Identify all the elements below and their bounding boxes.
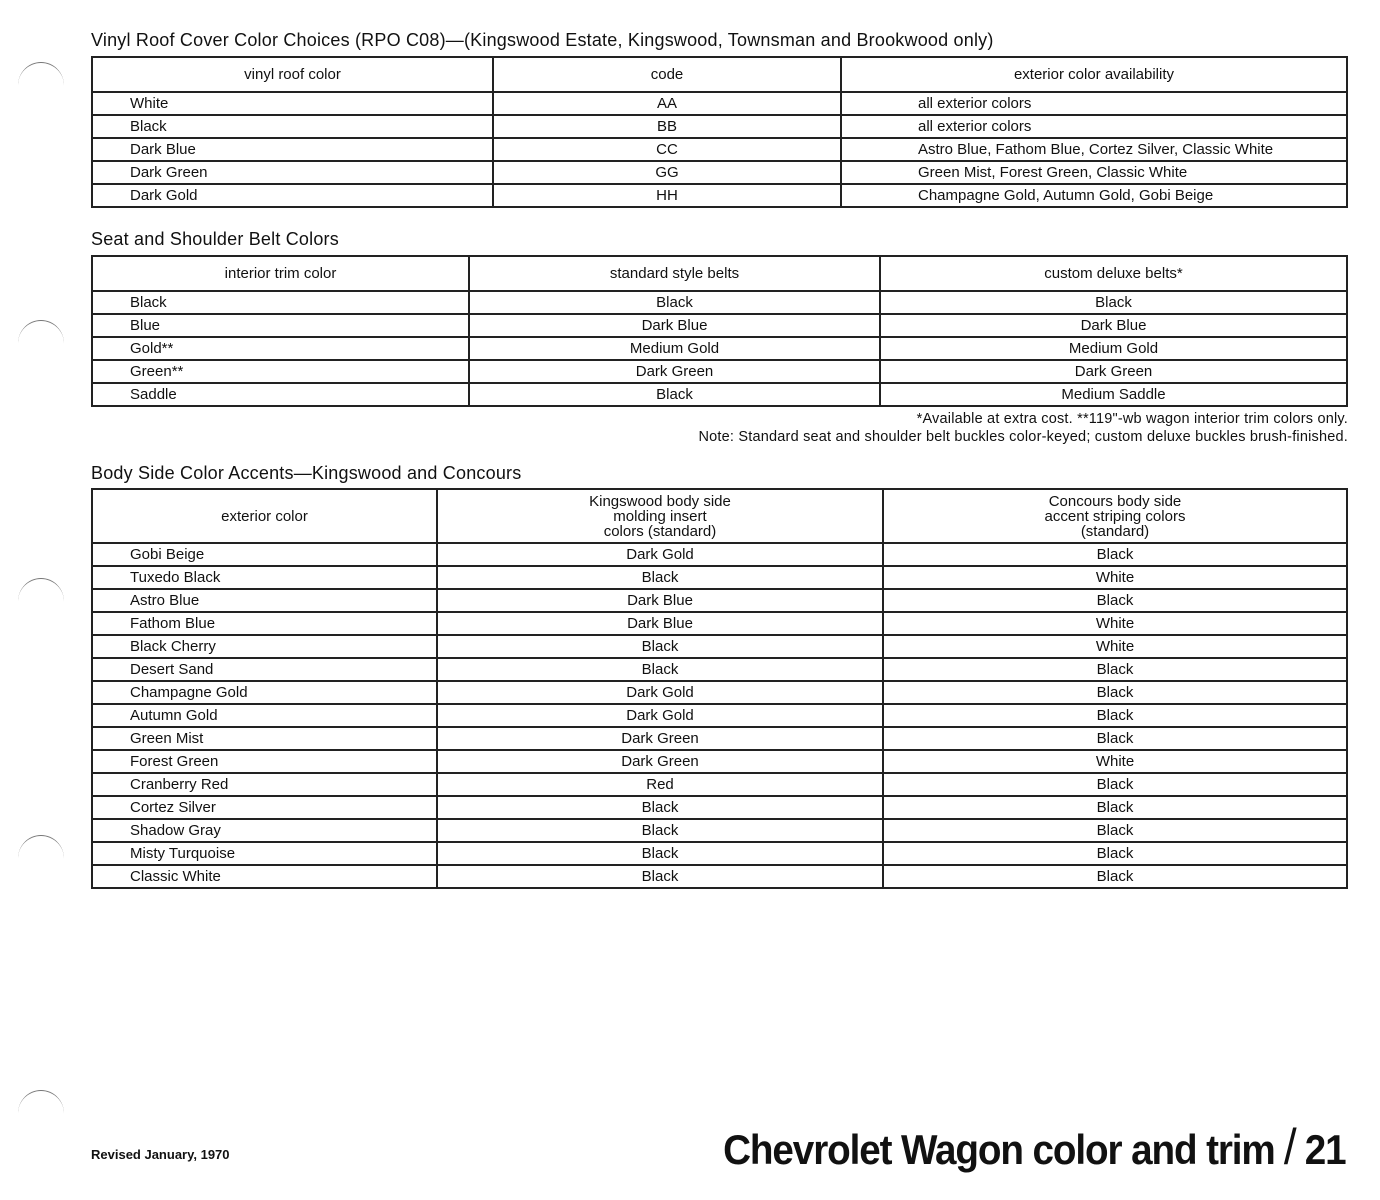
table-cell: Green** bbox=[92, 360, 469, 383]
table-cell: Medium Gold bbox=[469, 337, 880, 360]
table-row bbox=[92, 865, 1347, 888]
table-cell: Dark Green bbox=[437, 750, 883, 773]
table-cell: Desert Sand bbox=[92, 658, 437, 681]
table-cell: Autumn Gold bbox=[92, 704, 437, 727]
table-cell: Black bbox=[883, 842, 1347, 865]
table-cell: Dark Blue bbox=[469, 314, 880, 337]
table-cell: Cortez Silver bbox=[92, 796, 437, 819]
header-code: code bbox=[493, 57, 841, 92]
table-cell: Dark Gold bbox=[437, 704, 883, 727]
binder-hole bbox=[18, 1090, 64, 1137]
header-custom-deluxe-belts: custom deluxe belts* bbox=[880, 256, 1347, 291]
table-cell: Classic White bbox=[92, 865, 437, 888]
belt-colors-title: Seat and Shoulder Belt Colors bbox=[91, 229, 339, 249]
table-cell: White bbox=[883, 750, 1347, 773]
table-cell: Dark Green bbox=[880, 360, 1347, 383]
table-cell: Black bbox=[469, 291, 880, 314]
table-cell: Black bbox=[883, 727, 1347, 750]
table-cell: Black Cherry bbox=[92, 635, 437, 658]
table-cell: Black bbox=[437, 566, 883, 589]
table-cell: Shadow Gray bbox=[92, 819, 437, 842]
table-row bbox=[92, 360, 1347, 383]
table-cell: Medium Gold bbox=[880, 337, 1347, 360]
table-cell: White bbox=[92, 92, 493, 115]
table-cell: Black bbox=[469, 383, 880, 406]
table-row bbox=[92, 138, 1347, 161]
table-cell: Fathom Blue bbox=[92, 612, 437, 635]
table-row bbox=[92, 184, 1347, 207]
table-cell: Black bbox=[883, 589, 1347, 612]
table-row bbox=[92, 161, 1347, 184]
table-cell: Black bbox=[437, 819, 883, 842]
table-row bbox=[92, 566, 1347, 589]
table-row bbox=[92, 612, 1347, 635]
binder-hole bbox=[18, 62, 64, 109]
table-cell: Dark Green bbox=[92, 161, 493, 184]
table-cell: Gold** bbox=[92, 337, 469, 360]
belt-colors-table bbox=[91, 255, 1348, 407]
table-cell: Green Mist bbox=[92, 727, 437, 750]
table-cell: Champagne Gold, Autumn Gold, Gobi Beige bbox=[841, 184, 1347, 207]
table-row bbox=[92, 115, 1347, 138]
table-cell: Black bbox=[883, 658, 1347, 681]
page-title-slash: / bbox=[1284, 1119, 1297, 1175]
vinyl-roof-title: Vinyl Roof Cover Color Choices (RPO C08)—(Kingswood Estate, Kingswood, Townsman and Brookwood only) bbox=[91, 30, 994, 50]
table-cell: Black bbox=[92, 115, 493, 138]
table-row bbox=[92, 383, 1347, 406]
table-cell: White bbox=[883, 566, 1347, 589]
table-cell: AA bbox=[493, 92, 841, 115]
table-cell: Black bbox=[883, 543, 1347, 566]
table-cell: all exterior colors bbox=[841, 115, 1347, 138]
table-cell: Blue bbox=[92, 314, 469, 337]
table-row bbox=[92, 842, 1347, 865]
binder-hole bbox=[18, 320, 64, 367]
table-cell: Dark Blue bbox=[437, 589, 883, 612]
table-cell: Black bbox=[883, 819, 1347, 842]
table-row bbox=[92, 589, 1347, 612]
table-row bbox=[92, 796, 1347, 819]
table-cell: HH bbox=[493, 184, 841, 207]
belt-buckle-note: Note: Standard seat and shoulder belt buckles color-keyed; custom deluxe buckles brush-finished. bbox=[698, 429, 1348, 445]
vinyl-roof-table bbox=[91, 56, 1348, 208]
table-cell: CC bbox=[493, 138, 841, 161]
table-row bbox=[92, 543, 1347, 566]
body-side-accents-title: Body Side Color Accents—Kingswood and Concours bbox=[91, 463, 522, 483]
table-cell: Astro Blue, Fathom Blue, Cortez Silver, Classic White bbox=[841, 138, 1347, 161]
table-row bbox=[92, 727, 1347, 750]
table-row bbox=[92, 291, 1347, 314]
header-standard-belts: standard style belts bbox=[469, 256, 880, 291]
table-row bbox=[92, 635, 1347, 658]
body-side-accents-table bbox=[91, 488, 1348, 889]
header-exterior-color: exterior color bbox=[92, 489, 437, 543]
table-row bbox=[92, 773, 1347, 796]
table-cell: all exterior colors bbox=[841, 92, 1347, 115]
table-row bbox=[92, 658, 1347, 681]
table-cell: BB bbox=[493, 115, 841, 138]
table-row bbox=[92, 92, 1347, 115]
table-cell: Black bbox=[92, 291, 469, 314]
table-cell: Medium Saddle bbox=[880, 383, 1347, 406]
table-cell: Black bbox=[883, 796, 1347, 819]
table-cell: Misty Turquoise bbox=[92, 842, 437, 865]
table-cell: Dark Green bbox=[437, 727, 883, 750]
table-row bbox=[92, 314, 1347, 337]
binder-hole bbox=[18, 835, 64, 882]
header-concours-striping: Concours body side accent striping colors (standard) bbox=[883, 489, 1347, 543]
table-cell: Black bbox=[437, 635, 883, 658]
table-row bbox=[92, 704, 1347, 727]
table-cell: Dark Gold bbox=[437, 543, 883, 566]
table-cell: White bbox=[883, 612, 1347, 635]
table-cell: Black bbox=[880, 291, 1347, 314]
belt-footnote: *Available at extra cost. **119"-wb wagon interior trim colors only. bbox=[916, 411, 1348, 427]
table-cell: Forest Green bbox=[92, 750, 437, 773]
page-number: 21 bbox=[1305, 1126, 1346, 1173]
header-kingswood-molding: Kingswood body side molding insert colors (standard) bbox=[437, 489, 883, 543]
table-cell: Black bbox=[883, 865, 1347, 888]
table-cell: GG bbox=[493, 161, 841, 184]
header-vinyl-roof-color: vinyl roof color bbox=[92, 57, 493, 92]
table-cell: Black bbox=[883, 681, 1347, 704]
table-cell: White bbox=[883, 635, 1347, 658]
table-cell: Black bbox=[883, 704, 1347, 727]
table-cell: Black bbox=[437, 842, 883, 865]
table-cell: Dark Gold bbox=[92, 184, 493, 207]
table-cell: Dark Blue bbox=[92, 138, 493, 161]
revised-date: Revised January, 1970 bbox=[91, 1147, 230, 1162]
table-cell: Dark Green bbox=[469, 360, 880, 383]
table-cell: Dark Gold bbox=[437, 681, 883, 704]
table-cell: Black bbox=[437, 658, 883, 681]
binder-hole bbox=[18, 578, 64, 625]
table-cell: Black bbox=[437, 865, 883, 888]
table-cell: Green Mist, Forest Green, Classic White bbox=[841, 161, 1347, 184]
table-row bbox=[92, 337, 1347, 360]
table-cell: Champagne Gold bbox=[92, 681, 437, 704]
table-cell: Astro Blue bbox=[92, 589, 437, 612]
header-exterior-availability: exterior color availability bbox=[841, 57, 1347, 92]
table-row bbox=[92, 681, 1347, 704]
table-cell: Red bbox=[437, 773, 883, 796]
page-title bbox=[724, 1118, 1346, 1176]
table-row bbox=[92, 750, 1347, 773]
table-cell: Black bbox=[883, 773, 1347, 796]
table-cell: Cranberry Red bbox=[92, 773, 437, 796]
table-cell: Dark Blue bbox=[880, 314, 1347, 337]
table-cell: Dark Blue bbox=[437, 612, 883, 635]
table-cell: Saddle bbox=[92, 383, 469, 406]
table-cell: Black bbox=[437, 796, 883, 819]
table-row bbox=[92, 819, 1347, 842]
table-cell: Tuxedo Black bbox=[92, 566, 437, 589]
page-title-text: Chevrolet Wagon color and trim bbox=[723, 1126, 1276, 1173]
table-cell: Gobi Beige bbox=[92, 543, 437, 566]
header-interior-trim-color: interior trim color bbox=[92, 256, 469, 291]
